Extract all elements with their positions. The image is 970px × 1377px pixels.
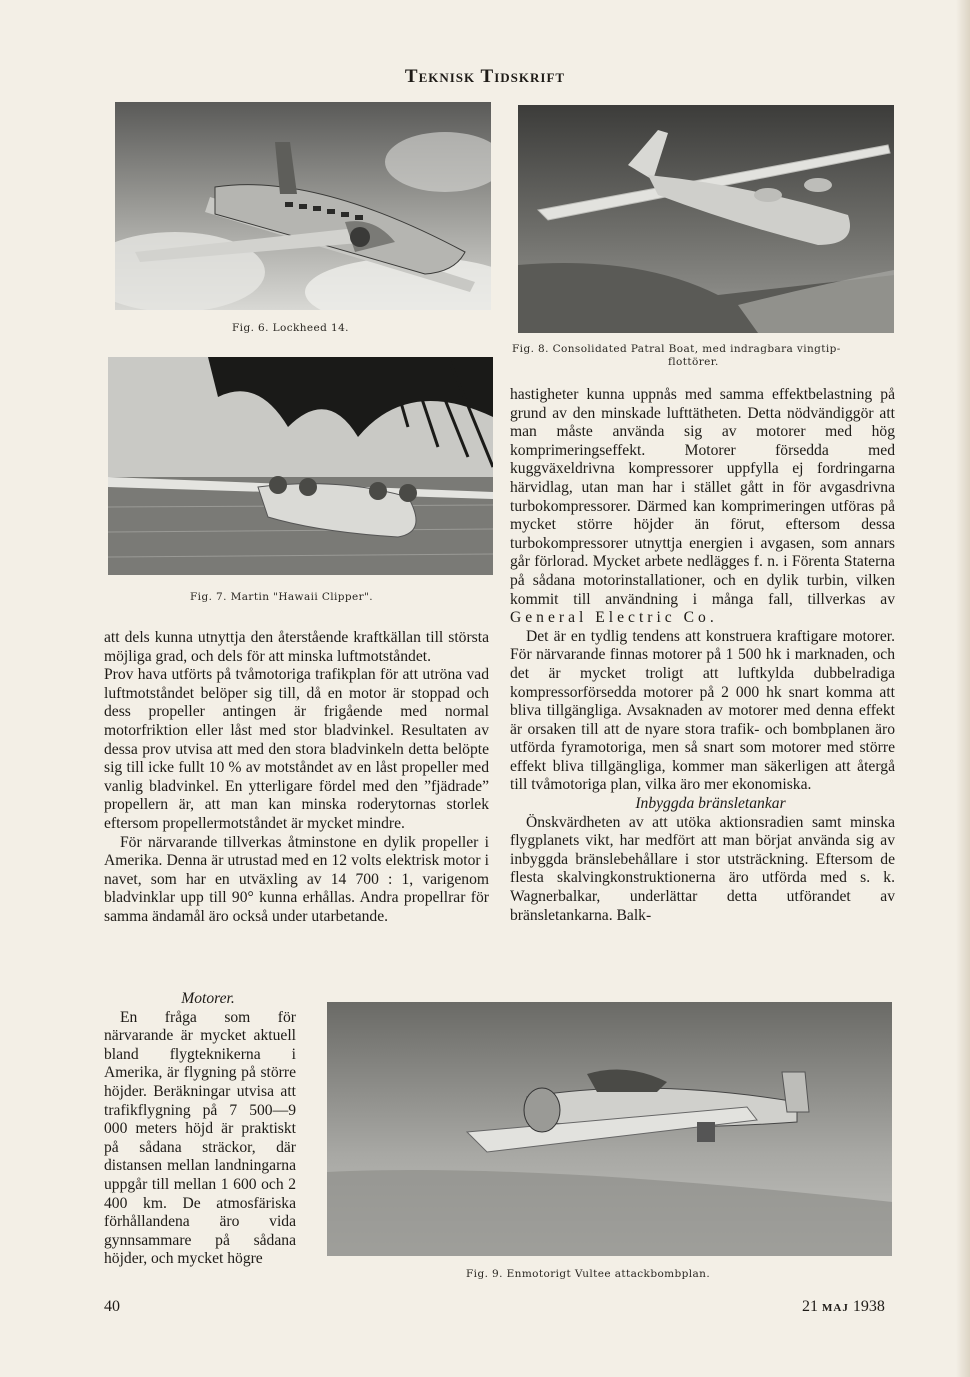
right-paragraph-2: Det är en tydlig tendens att konstruera kraftigare motorer. För närvarande finnas motorer på 1 500 hk i marknaden, och det är mycket troligt att luftkylda dubbelradiga kompressorförsedda motorer på 2 000 hk snart komma att bliva tillgängliga. Avsaknaden av motorer med denna effekt är orsaken till att de nyare stora trafik- och bombplanen äro utförda fyramotoriga, men så snart som motorer med större effekt bliva tillgängliga, kommer man säkerligen att återgå till tvåmotoriga plan, vilka äro mer ekonomiska. [510, 627, 895, 794]
figure-7-photo [108, 357, 493, 575]
figure-8-caption-line1: Fig. 8. Consolidated Patral Boat, med indragbara vingtip- [512, 343, 841, 355]
right-paragraph-1 [510, 386, 895, 628]
left-paragraph-3: För närvarande tillverkas åtminstone en dylik propeller i Amerika. Denna är utrustad med en 12 volts elektrisk motor i navet, som har en utväxling av 14 700 : 1, varigenom bladvinklar upp till 90° kunna erhållas. Andra propellrar för samma ändamål äro också under utarbetande. [104, 833, 489, 925]
figure-6-caption: Fig. 6. Lockheed 14. [232, 322, 349, 334]
figure-8-photo [518, 105, 894, 333]
motorer-section [104, 990, 296, 1269]
figure-8-caption-line2: flottörer. [668, 356, 719, 368]
general-electric-name: General Electric Co. [510, 609, 718, 627]
figure-9-photo [327, 1002, 892, 1256]
right-paragraph-1a: hastigheter kunna uppnås med samma effektbelastning på grund av den minskade lufttätheten. Detta nödvändiggör att man måste använda sig av motorer med hög komprimeringseffekt. Motorer försedda med kuggväxeldrivna kompressorer uppfylla ej fordringarna härvidlag, utan man har i stället gått in för avgasdrivna turbokompressorer. Därmed kan komprimeringen utföras på mycket större höjder än förut, eftersom dessa turbokompressorer utnyttja energien i avgasen, som annars går förlorad. Mycket arbete nedlägges f. n. i Förenta Staterna på sådana motorinstallationer, och en dylik turbin, vilken kommit till användning i många fall, tillverkas av [510, 386, 895, 608]
issue-date-month: MAJ [822, 1302, 849, 1314]
page-number: 40 [104, 1298, 120, 1315]
figure-9-caption: Fig. 9. Enmotorigt Vultee attackbombplan. [466, 1268, 711, 1280]
issue-date-day: 21 [802, 1298, 818, 1315]
right-column-text [510, 386, 895, 925]
right-paragraph-3: Önskvärdheten av att utöka aktionsradien samt minska flygplanets vikt, har medfört att man börjat använda sig av inbyggda bränslebehållare i stor utsträckning. Eftersom de flesta skalvingkonstruktionerna äro utförda med s. k. Wagnerbalkar, underlättar detta utförandet av bränsletankarna. Balk- [510, 813, 895, 924]
issue-date-year: 1938 [852, 1298, 885, 1315]
motorer-heading: Motorer. [181, 990, 235, 1007]
page-edge [956, 0, 970, 1377]
inbyggda-heading: Inbyggda bränsletankar [635, 795, 786, 813]
figure-6-photo [115, 102, 491, 310]
left-column-text [104, 629, 489, 927]
motorer-text: En fråga som för närvarande är mycket aktuell bland flygteknikerna i Amerika, är flygning på större höjder. Beräkningar utvisa att trafikflygning på 7 500—9 000 meters höjd är praktiskt på sådana sträckor, där distansen mellan landningarna uppgår till mellan 1 600 och 2 400 km. De atmosfäriska förhållandena äro vida gynnsammare på sådana höjder, och mycket högre [104, 1008, 296, 1268]
figure-7-caption: Fig. 7. Martin "Hawaii Clipper". [190, 591, 374, 603]
journal-title: Teknisk Tidskrift [404, 66, 566, 87]
left-paragraph-1: att dels kunna utnyttja den återstående kraftkällan till största möjliga grad, och dels för att minska luftmotståndet. [104, 629, 489, 665]
issue-date [802, 1298, 885, 1316]
left-paragraph-2: Prov hava utförts på tvåmotoriga trafikplan för att utröna vad luftmotståndet belöper sig till, då en motor är stoppad och dess propeller antingen är frigående med normal motorfriktion eller låst med stor bladvinkel. Resultaten av dessa prov utvisa att med den stora bladvinkeln detta belöpte sig till icke fullt 10 % av motståndet av en låst propeller med vanlig bladvinkel. En ytterligare fördel med den ”fjädrade” propellern är, att man kan minska roderytornas storlek eftersom propellermotståndet är mycket mindre. [104, 666, 489, 832]
